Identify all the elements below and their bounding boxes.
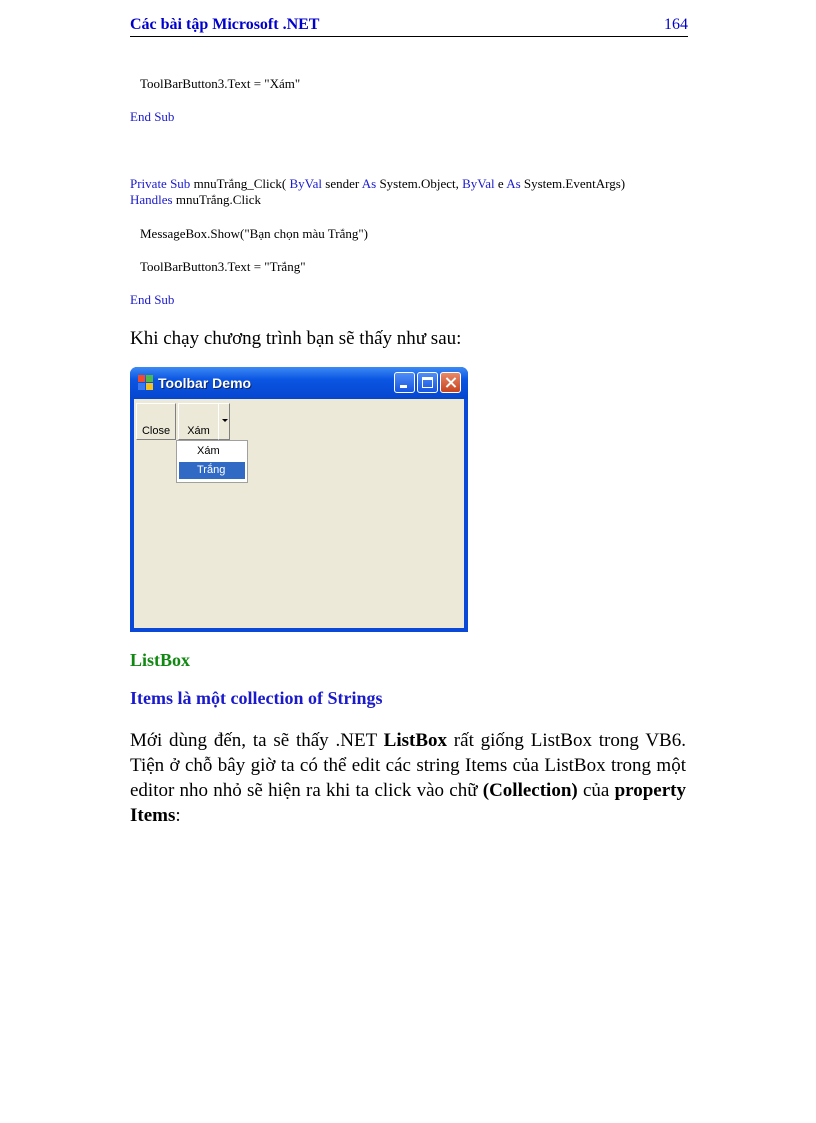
code-sender: sender xyxy=(322,176,362,191)
para-bold: (Collection) xyxy=(482,780,578,801)
body-paragraph xyxy=(130,728,686,828)
code-type: System.EventArgs) xyxy=(520,176,626,191)
para-bold: ListBox xyxy=(383,730,447,751)
code-type: System.Object, xyxy=(376,176,463,191)
para-text: : xyxy=(175,805,181,826)
code-sub-signature xyxy=(130,176,625,192)
close-window-button[interactable] xyxy=(440,372,461,393)
code-e: e xyxy=(494,176,507,191)
dropdown-arrow-icon xyxy=(222,419,228,422)
toolbar-xam-button[interactable] xyxy=(178,403,218,440)
app-icon xyxy=(138,375,153,390)
para-text: Mới dùng đến, ta sẽ thấy .NET xyxy=(130,730,384,751)
code-assign: ToolBarButton3.Text = "Trắng" xyxy=(140,259,306,274)
para-text: rất giống ListBox trong VB6. Tiện ở chỗ bây giờ ta có thể edit các string Items của ListBox trong một editor nho nhỏ sẽ hiện ra khi ta click vào chữ xyxy=(130,730,686,801)
kw-as: As xyxy=(361,176,377,191)
toolbar xyxy=(134,399,464,441)
kw-byval: ByVal xyxy=(289,176,323,191)
menu-item-trang[interactable]: Trắng xyxy=(179,462,245,479)
code-messagebox: MessageBox.Show("Bạn chọn màu Trắng") xyxy=(140,226,368,241)
toolbar-close-label: Close xyxy=(141,425,171,437)
code-handles-target: mnuTrắng.Click xyxy=(172,192,261,207)
page-number: 164 xyxy=(664,16,688,33)
kw-byval: ByVal xyxy=(462,176,495,191)
toolbar-xam-label: Xám xyxy=(187,425,210,437)
code-end-sub: End Sub xyxy=(130,109,175,124)
header-title: Các bài tập Microsoft .NET xyxy=(130,16,320,33)
title-bar[interactable] xyxy=(130,367,468,399)
para-text: của xyxy=(577,780,615,801)
window-client-area xyxy=(134,399,464,628)
code-line: ToolBarButton3.Text = "Xám" xyxy=(140,76,301,91)
code-method: mnuTrắng_Click( xyxy=(190,176,290,191)
subsection-heading: Items là một collection of Strings xyxy=(130,688,383,708)
minimize-button[interactable] xyxy=(394,372,415,393)
maximize-button[interactable] xyxy=(417,372,438,393)
code-handles-line xyxy=(130,192,261,208)
intro-text: Khi chạy chương trình bạn sẽ thấy như sau: xyxy=(130,328,462,349)
dropdown-menu xyxy=(176,440,248,483)
menu-item-xam[interactable]: Xám xyxy=(197,445,220,457)
window-title: Toolbar Demo xyxy=(158,375,252,391)
section-heading: ListBox xyxy=(130,650,191,670)
kw-private-sub: Private Sub xyxy=(130,176,191,191)
toolbar-dropdown-button[interactable] xyxy=(218,403,230,440)
para-bold: property Items xyxy=(130,780,686,826)
toolbar-close-button[interactable] xyxy=(136,403,176,440)
toolbar-demo-window xyxy=(130,367,468,632)
page-header xyxy=(130,14,688,37)
kw-handles: Handles xyxy=(130,192,173,207)
code-end-sub: End Sub xyxy=(130,292,175,307)
kw-as: As xyxy=(506,176,521,191)
